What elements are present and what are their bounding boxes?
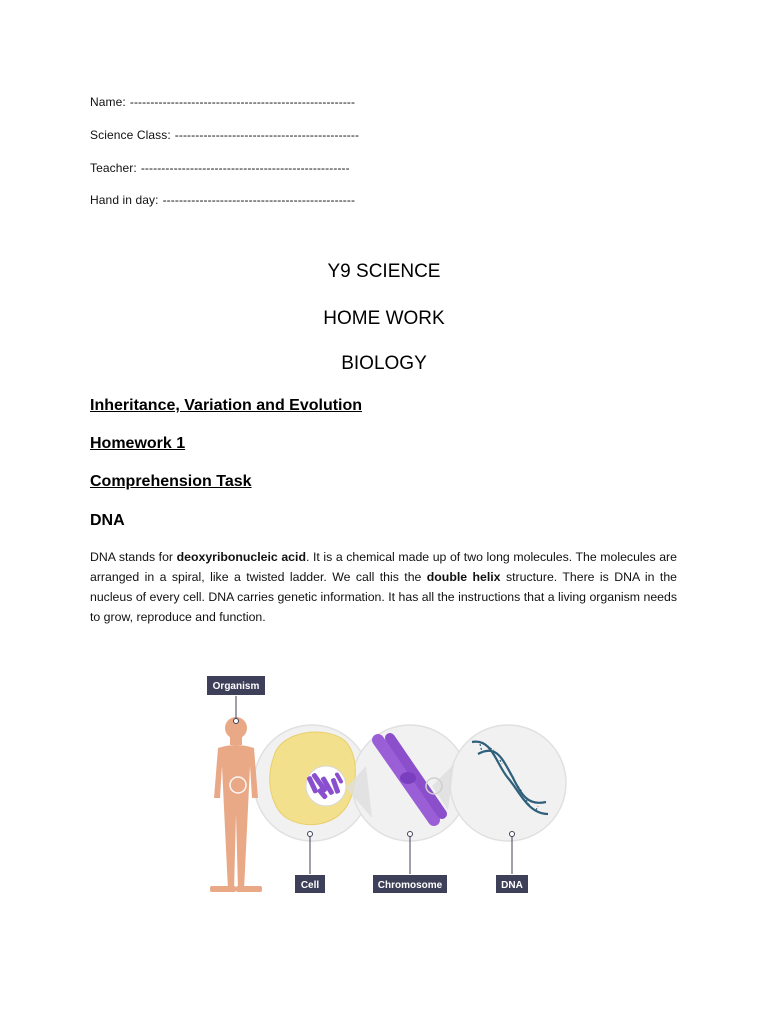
- paragraph-bold-deoxyribonucleic: deoxyribonucleic acid: [176, 550, 306, 564]
- name-label: Name:: [90, 95, 126, 109]
- hand-in-day-field[interactable]: [90, 193, 355, 207]
- hand-in-day-label: Hand in day:: [90, 193, 159, 207]
- dna-paragraph: [90, 547, 677, 627]
- label-cell-text: Cell: [300, 880, 320, 891]
- dna-section-heading: DNA: [90, 512, 125, 529]
- label-cell: [295, 875, 325, 893]
- organism-to-dna-diagram: [196, 668, 576, 904]
- name-blank-line: -------------------------------------------------------: [129, 95, 356, 109]
- label-dna: [496, 875, 528, 893]
- dna-circle: [450, 725, 566, 841]
- label-organism-text: Organism: [212, 681, 260, 692]
- paragraph-text-1: DNA stands for: [90, 550, 177, 564]
- teacher-label: Teacher:: [90, 161, 137, 175]
- science-class-field[interactable]: [90, 128, 359, 142]
- human-figure-illustration: [210, 717, 262, 892]
- paragraph-text-3: structure. There is DNA in the nucleus of every cell. DNA carries genetic information. It has all the instructions that a living organism needs to grow, reproduce and function.: [90, 570, 677, 624]
- label-dna-text: DNA: [501, 880, 523, 891]
- hand-in-day-blank-line: -----------------------------------------------: [162, 193, 356, 207]
- name-field[interactable]: [90, 95, 355, 109]
- teacher-blank-line: ---------------------------------------------------: [140, 161, 350, 175]
- title-biology: BIOLOGY: [341, 353, 427, 374]
- comprehension-task-heading: Comprehension Task: [90, 473, 252, 490]
- label-chromosome-text: Chromosome: [377, 880, 443, 891]
- title-home-work: HOME WORK: [323, 308, 445, 329]
- teacher-field[interactable]: [90, 161, 350, 175]
- homework-heading: Homework 1: [90, 435, 186, 452]
- cell-illustration: [270, 732, 356, 825]
- label-chromosome: [373, 875, 447, 893]
- title-y9-science: Y9 SCIENCE: [327, 261, 441, 282]
- paragraph-bold-double-helix: double helix: [426, 570, 501, 584]
- paragraph-text-2: . It is a chemical made up of two long molecules. The molecules are arranged in a spiral, like a twisted ladder. We call this the: [90, 550, 677, 584]
- label-organism: [207, 676, 265, 695]
- science-class-blank-line: ---------------------------------------------: [174, 128, 360, 142]
- topic-heading: Inheritance, Variation and Evolution: [90, 397, 363, 414]
- science-class-label: Science Class:: [90, 128, 171, 142]
